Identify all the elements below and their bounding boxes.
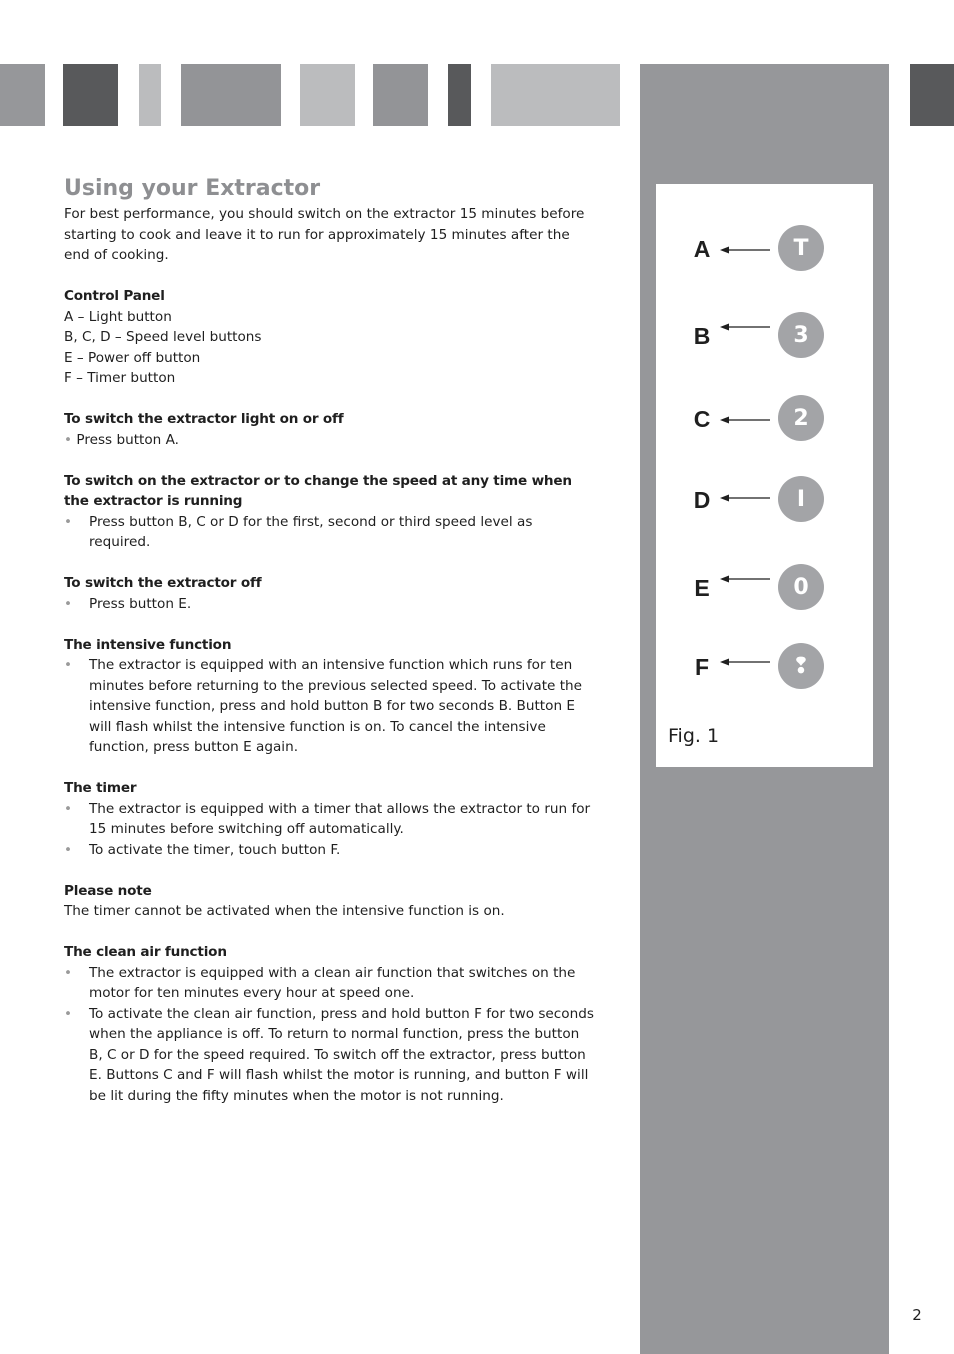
header-block-6 [373,64,428,126]
section-heading: Please note [64,882,152,899]
section-heading: To switch on the extractor or to change the speed at any time when the extractor is running [64,472,572,509]
bullet-icon: • [64,1005,73,1022]
list-item [64,799,594,840]
list-item-text: The extractor is equipped with a timer that allows the extractor to run for 15 minutes before switching off automatically. [89,800,591,837]
speed-2-button-icon: 2 [778,395,824,441]
list-item [64,963,594,1004]
bullet-icon: • [64,657,73,673]
header-block-9 [910,64,954,126]
intro-paragraph: For best performance, you should switch on the extractor 15 minutes before starting to cook and leave it to run for approximately 15 minutes after the end of cooking. [64,206,585,263]
bullet-icon: • [64,431,73,448]
figure-letter-d: D [693,487,711,513]
figure-caption: Fig. 1 [668,725,720,747]
list-item-text: The extractor is equipped with a clean air function that switches on the motor for ten minutes every hour at speed one. [89,964,576,1001]
figure-letter-c: C [693,406,711,432]
light-button-icon: T [778,225,824,271]
power-off-button-icon: 0 [778,564,824,610]
arrow-left-icon [720,246,770,254]
arrow-left-icon [720,494,770,502]
page-number: 2 [912,1306,922,1324]
figure-row-a [656,225,873,275]
light-section [64,409,594,450]
section-heading: The clean air function [64,944,227,960]
list-item-text: The extractor is equipped with an intensive function which runs for ten minutes before returning to the previous selected speed. To activate the intensive function, press and hold button B for two seconds B. Button E will flash whilst the intensive function is on. To cancel the intensive function, press button E again. [89,657,583,755]
figure-row-e [656,564,873,614]
list-item [64,1004,594,1107]
list-item [64,655,594,758]
bullet-icon: • [64,841,73,858]
header-block-8 [491,64,620,126]
timer-button-icon: ❢ [778,643,824,689]
timer-section [64,778,594,860]
list-item: E – Power off button [64,349,201,366]
main-content [64,174,594,1106]
header-block-4 [181,64,281,126]
arrow-left-icon [720,416,770,424]
header-block-3 [139,64,161,126]
section-heading: The timer [64,780,137,796]
figure-letter-e: E [694,575,710,601]
section-heading: To switch the extractor off [64,575,262,591]
section-heading: To switch the extractor light on or off [64,411,344,427]
note-text: The timer cannot be activated when the intensive function is on. [64,903,505,919]
speed-1-button-icon: I [778,476,824,522]
page-title: Using your Extractor [64,176,321,201]
figure-row-d [656,476,873,526]
section-heading: Control Panel [64,288,165,304]
list-item [64,430,594,451]
list-item [64,840,594,861]
bullet-icon: • [64,964,73,981]
figure-row-f [656,643,873,693]
list-item: B, C, D – Speed level buttons [64,329,262,345]
list-item [64,512,594,553]
speed-3-button-icon: 3 [778,312,824,358]
arrow-left-icon [720,323,770,331]
note-section [64,881,594,922]
switch-on-section [64,471,594,553]
list-item-text: Press button B, C or D for the first, second or third speed level as required. [89,513,533,550]
list-item-text: To activate the timer, touch button F. [89,841,341,858]
header-block-2 [63,64,118,126]
figure-row-b [656,312,873,362]
figure-letter-a: A [693,236,711,262]
header-block-5 [300,64,355,126]
header-block-7 [448,64,471,126]
figure-letter-b: B [693,323,711,349]
arrow-left-icon [720,575,770,583]
arrow-left-icon [720,658,770,666]
header-block-1 [0,64,45,126]
bullet-icon: • [64,513,73,530]
switch-off-section [64,573,594,614]
list-item [64,594,594,615]
clean-air-section [64,942,594,1106]
control-panel-figure [656,184,873,767]
intensive-section [64,635,594,758]
list-item-text: To activate the clean air function, press and hold button F for two seconds when the appliance is off. To return to normal function, press the button B, C or D for the speed required. To switch off the extractor, press button E. Buttons C and F will flash whilst the motor is running, and button F will be lit during the fifty minutes when the motor is not running. [89,1005,594,1104]
list-item-text: Press button E. [89,595,192,612]
bullet-icon: • [64,800,73,817]
list-item: A – Light button [64,308,172,325]
list-item: F – Timer button [64,370,176,386]
control-panel-section [64,286,594,389]
bullet-icon: • [64,595,73,612]
figure-letter-f: F [694,654,710,680]
figure-row-c [656,395,873,445]
section-heading: The intensive function [64,636,232,653]
list-item-text: Press button A. [76,431,179,448]
